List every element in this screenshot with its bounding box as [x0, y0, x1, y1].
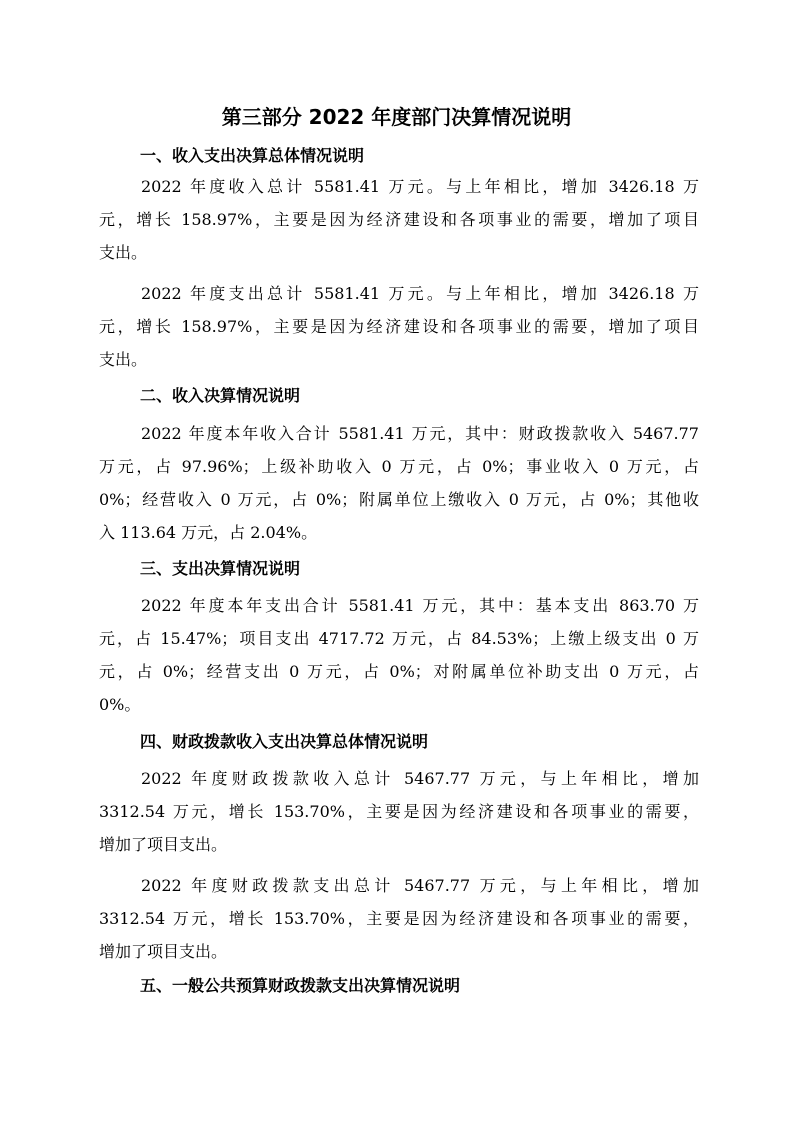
paragraph-line: 增加了项目支出。	[99, 942, 228, 961]
section-heading-4: 四、财政拨款收入支出决算总体情况说明	[140, 732, 429, 751]
section-heading-5: 五、一般公共预算财政拨款支出决算情况说明	[140, 976, 461, 995]
section-1-paragraph-1	[99, 170, 699, 269]
paragraph-line: 支出。	[99, 243, 148, 262]
paragraph-line: 万元，占 97.96%；上级补助收入 0 万元，占 0%；事业收入 0 万元，占	[99, 457, 699, 476]
paragraph-line: 3312.54 万元，增长 153.70%，主要是因为经济建设和各项事业的需要，	[99, 802, 699, 821]
section-2-paragraph-1	[99, 417, 699, 549]
section-heading-3: 三、支出决算情况说明	[140, 559, 301, 578]
paragraph-line: 元，增长 158.97%，主要是因为经济建设和各项事业的需要，增加了项目	[99, 317, 699, 336]
section-4-paragraph-2	[99, 869, 699, 968]
section-4-paragraph-1	[99, 762, 699, 861]
paragraph-line: 2022 年度支出总计 5581.41 万元。与上年相比，增加 3426.18 万	[141, 284, 699, 303]
section-1-paragraph-2	[99, 277, 699, 376]
paragraph-line: 3312.54 万元，增长 153.70%，主要是因为经济建设和各项事业的需要，	[99, 909, 699, 928]
paragraph-line: 元，占 15.47%；项目支出 4717.72 万元，占 84.53%；上缴上级支出 0 万	[99, 629, 699, 648]
paragraph-line: 0%。	[99, 695, 141, 714]
section-heading-1: 一、收入支出决算总体情况说明	[140, 146, 365, 165]
paragraph-line: 2022 年度本年支出合计 5581.41 万元，其中：基本支出 863.70 万	[141, 596, 699, 615]
section-3-paragraph-1	[99, 589, 699, 721]
document-title: 第三部分 2022 年度部门决算情况说明	[221, 105, 572, 129]
paragraph-line: 入 113.64 万元，占 2.04%。	[99, 523, 318, 542]
paragraph-line: 元，占 0%；经营支出 0 万元，占 0%；对附属单位补助支出 0 万元，占	[99, 662, 699, 681]
paragraph-line: 2022 年度收入总计 5581.41 万元。与上年相比，增加 3426.18 万	[141, 177, 699, 196]
paragraph-line: 增加了项目支出。	[99, 835, 228, 854]
paragraph-line: 2022 年度财政拨款支出总计 5467.77 万元，与上年相比，增加	[141, 876, 699, 895]
paragraph-line: 支出。	[99, 350, 148, 369]
paragraph-line: 2022 年度财政拨款收入总计 5467.77 万元，与上年相比，增加	[141, 769, 699, 788]
paragraph-line: 2022 年度本年收入合计 5581.41 万元，其中：财政拨款收入 5467.77	[141, 424, 699, 443]
section-heading-2: 二、收入决算情况说明	[140, 386, 301, 405]
paragraph-line: 0%；经营收入 0 万元，占 0%；附属单位上缴收入 0 万元，占 0%；其他收	[99, 490, 699, 509]
paragraph-line: 元，增长 158.97%，主要是因为经济建设和各项事业的需要，增加了项目	[99, 210, 699, 229]
